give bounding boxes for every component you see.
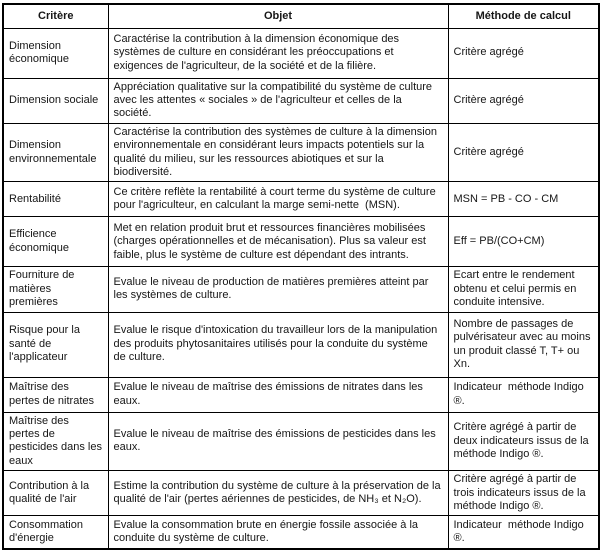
header-row bbox=[3, 4, 599, 28]
table-row bbox=[3, 377, 599, 412]
cell-critere: Maîtrise des pertes de pesticides dans les eaux bbox=[3, 412, 108, 471]
cell-critere: Dimension économique bbox=[3, 28, 108, 78]
cell-critere: Risque pour la santé de l'applicateur bbox=[3, 312, 108, 377]
cell-critere: Maîtrise des pertes de nitrates bbox=[3, 377, 108, 412]
criteria-table bbox=[2, 3, 600, 550]
column-header-objet: Objet bbox=[108, 4, 448, 28]
cell-objet: Evalue la consommation brute en énergie fossile associée à la conduite du système de culture. bbox=[108, 516, 448, 549]
table-row bbox=[3, 78, 599, 123]
cell-critere: Rentabilité bbox=[3, 182, 108, 217]
table-row bbox=[3, 217, 599, 267]
cell-objet: Evalue le niveau de maîtrise des émissions de nitrates dans les eaux. bbox=[108, 377, 448, 412]
cell-methode: Indicateur méthode Indigo ®. bbox=[448, 516, 599, 549]
cell-critere: Dimension sociale bbox=[3, 78, 108, 123]
table-row bbox=[3, 182, 599, 217]
cell-methode: Critère agrégé bbox=[448, 28, 599, 78]
cell-critere: Consommation d'énergie bbox=[3, 516, 108, 549]
table-row bbox=[3, 267, 599, 312]
table-row bbox=[3, 516, 599, 549]
cell-objet: Evalue le risque d'intoxication du travailleur lors de la manipulation des produits phytosanitaires utilisés pour la conduite du système de culture. bbox=[108, 312, 448, 377]
table-row bbox=[3, 412, 599, 471]
cell-critere: Efficience économique bbox=[3, 217, 108, 267]
cell-methode: MSN = PB - CO - CM bbox=[448, 182, 599, 217]
cell-critere: Dimension environnementale bbox=[3, 123, 108, 182]
cell-critere: Contribution à la qualité de l'air bbox=[3, 471, 108, 516]
table-row bbox=[3, 312, 599, 377]
cell-methode: Ecart entre le rendement obtenu et celui permis en conduite intensive. bbox=[448, 267, 599, 312]
table-row bbox=[3, 471, 599, 516]
cell-objet: Caractérise la contribution à la dimension économique des systèmes de culture en considérant les préoccupations et exigences de l'agriculteur, de la société et de la filière. bbox=[108, 28, 448, 78]
table-row bbox=[3, 123, 599, 182]
cell-methode: Eff = PB/(CO+CM) bbox=[448, 217, 599, 267]
cell-methode: Critère agrégé bbox=[448, 78, 599, 123]
cell-methode: Nombre de passages de pulvérisateur avec au moins un produit classé T, T+ ou Xn. bbox=[448, 312, 599, 377]
cell-objet: Caractérise la contribution des systèmes de culture à la dimension environnementale en considérant leurs impacts potentiels sur la qualité du milieu, sur les ressources abiotiques et sur la biodiversité. bbox=[108, 123, 448, 182]
column-header-critere: Critère bbox=[3, 4, 108, 28]
table-row bbox=[3, 28, 599, 78]
cell-objet: Evalue le niveau de production de matières premières atteint par les systèmes de culture. bbox=[108, 267, 448, 312]
cell-methode: Critère agrégé bbox=[448, 123, 599, 182]
cell-objet: Appréciation qualitative sur la compatibilité du système de culture avec les attentes « sociales » de l'agriculteur et celles de la société. bbox=[108, 78, 448, 123]
column-header-methode: Méthode de calcul bbox=[448, 4, 599, 28]
cell-methode: Critère agrégé à partir de deux indicateurs issus de la méthode Indigo ®. bbox=[448, 412, 599, 471]
cell-objet: Estime la contribution du système de culture à la préservation de la qualité de l'air (pertes aériennes de pesticides, de NH₃ et N₂O). bbox=[108, 471, 448, 516]
cell-objet: Met en relation produit brut et ressources financières mobilisées (charges opérationnelles et de mécanisation). Plus sa valeur est faible, plus le système de culture est dépendant des intrants. bbox=[108, 217, 448, 267]
cell-methode: Indicateur méthode Indigo ®. bbox=[448, 377, 599, 412]
cell-critere: Fourniture de matières premières bbox=[3, 267, 108, 312]
cell-objet: Evalue le niveau de maîtrise des émissions de pesticides dans les eaux. bbox=[108, 412, 448, 471]
cell-objet: Ce critère reflète la rentabilité à court terme du système de culture pour l'agriculteur, en calculant la marge semi-nette (MSN). bbox=[108, 182, 448, 217]
cell-methode: Critère agrégé à partir de trois indicateurs issus de la méthode Indigo ®. bbox=[448, 471, 599, 516]
